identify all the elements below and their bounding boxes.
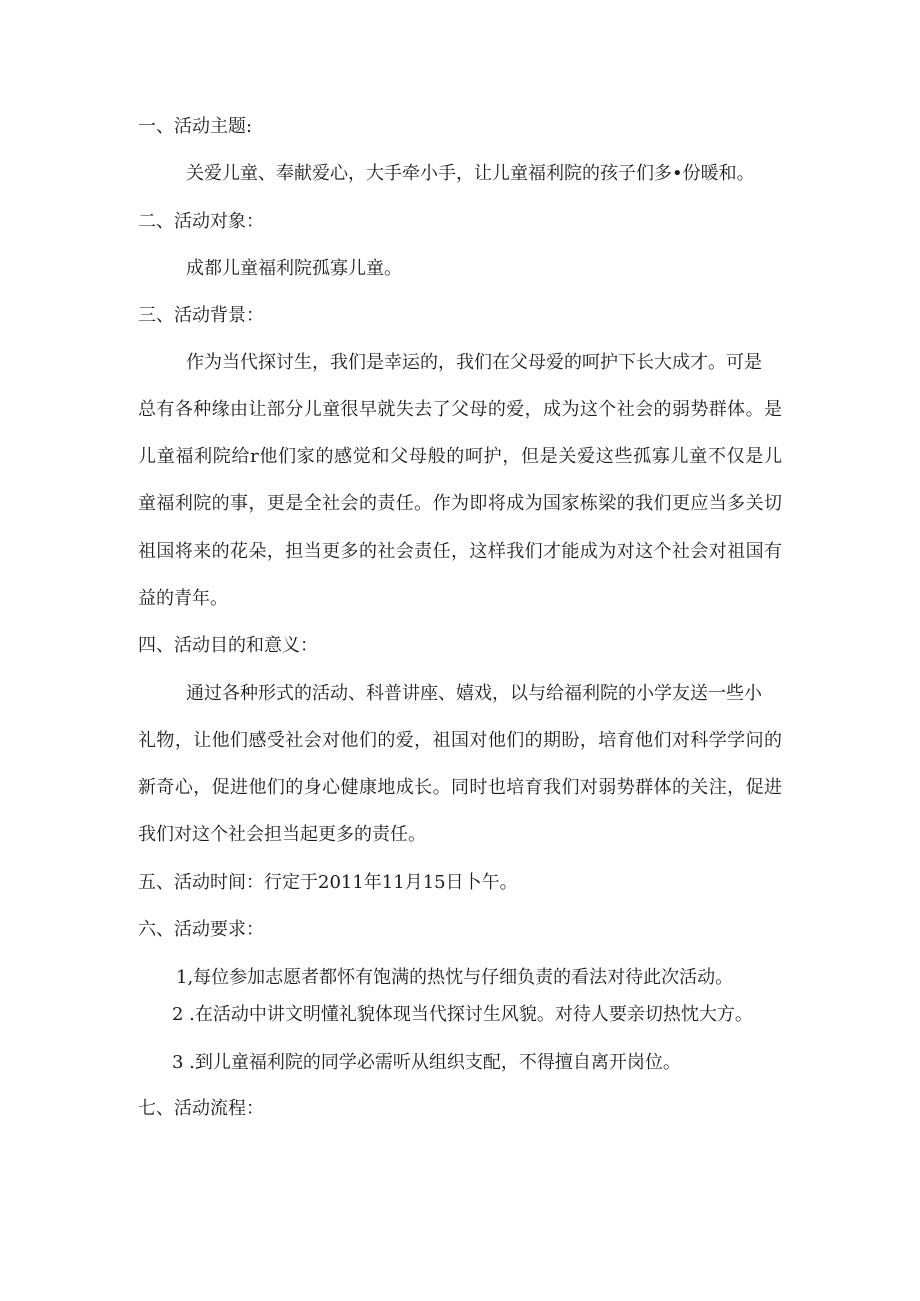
section-3-line-2: 总有各种缘由让部分儿童很早就失去了父母的爱，成为这个社会的弱势群体。是 xyxy=(138,399,782,420)
section-4-line-4: 我们对这个社会担当起更多的责任。 xyxy=(138,824,426,845)
section-3-line-6: 益的青年。 xyxy=(138,588,228,609)
section-3-line-4: 童福利院的事，更是全社会的责任。作为即将成为国家栋梁的我们更应当多关切 xyxy=(138,493,782,514)
section-4-line-3: 新奇心，促进他们的身心健康地成长。同时也培育我们对弱势群体的关注，促进 xyxy=(138,777,782,798)
section-4-line-1: 通过各种形式的活动、科普讲座、嬉戏，以与给福利院的小学友送一些小 xyxy=(186,683,762,704)
section-7-heading: 七、活动流程： xyxy=(138,1098,264,1119)
section-6-item-1: 1,每位参加志愿者都怀有饱满的热忱与仔细负责的看法对待此次活动。 xyxy=(176,967,734,988)
section-3-heading: 三、活动背景： xyxy=(138,305,264,326)
section-3-line-5: 祖国将来的花朵，担当更多的社会责任，这样我们才能成为对这个社会对祖国有 xyxy=(138,541,782,562)
section-1-heading: 一、活动主题: xyxy=(138,116,253,137)
section-4-line-2: 礼物，让他们感受社会对他们的爱，祖国对他们的期盼，培育他们对科学学问的 xyxy=(138,730,782,751)
section-2-text: 成都儿童福利院孤寡儿童。 xyxy=(186,258,402,279)
section-3-line-1: 作为当代探讨生，我们是幸运的，我们在父母爱的呵护下长大成才。可是 xyxy=(186,352,762,373)
section-3-line-3: 儿童福利院给r他们家的感觉和父母般的呵护，但是关爱这些孤寡儿童不仅是儿 xyxy=(138,446,782,467)
section-6-item-3: 3 .到儿童福利院的同学必需听从组织支配，不得擅自离开岗位。 xyxy=(172,1052,681,1073)
section-1-text: 关爱儿童、奉献爱心，大手牵小手，让儿童福利院的孩子们多•份暖和。 xyxy=(186,163,755,184)
section-2-heading: 二、活动对象： xyxy=(138,211,264,232)
section-6-item-2: 2 .在活动中讲文明懂礼貌体现当代探讨生风貌。对待人要亲切热忱大方。 xyxy=(172,1004,753,1025)
section-4-heading: 四、活动目的和意义： xyxy=(138,635,318,656)
section-6-heading: 六、活动要求： xyxy=(138,919,264,940)
section-5-heading: 五、活动时间：行定于2011年11月15日卜午。 xyxy=(138,872,518,893)
